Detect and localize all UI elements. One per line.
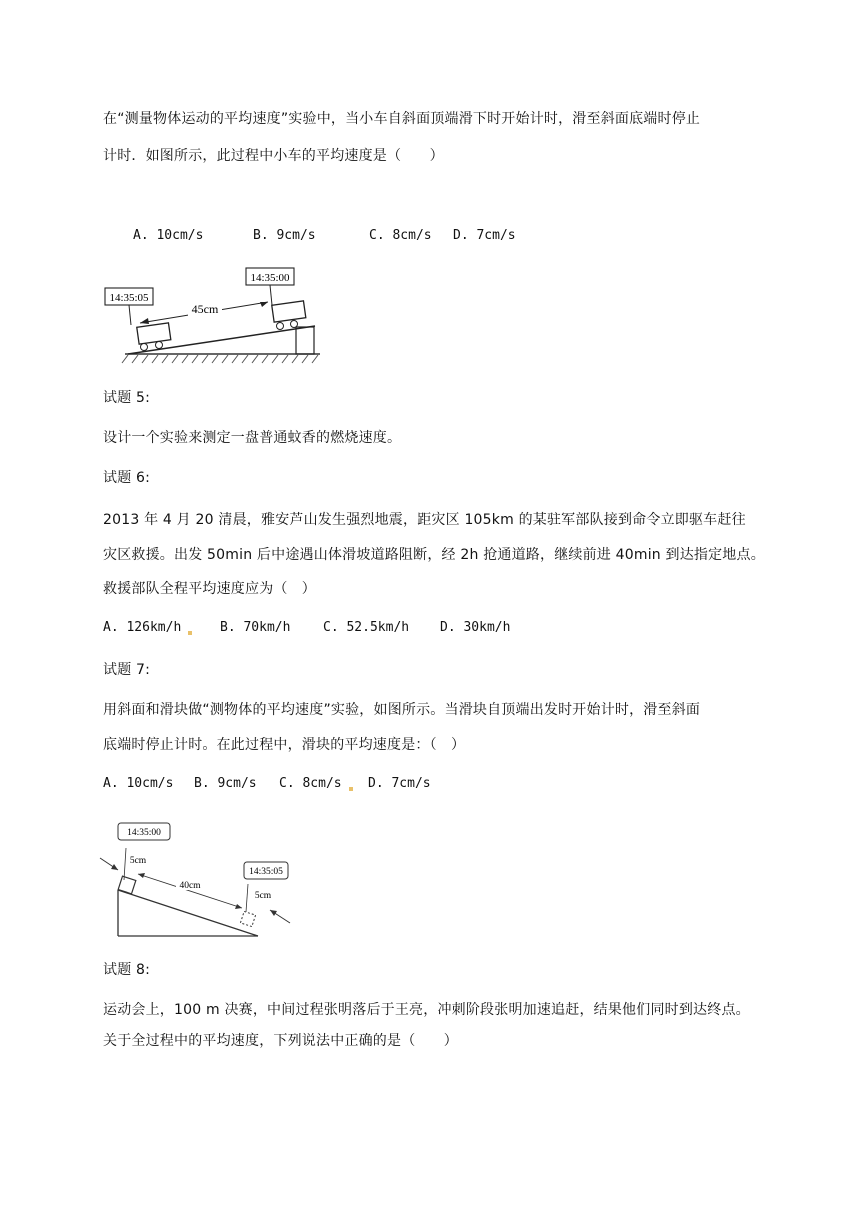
q7-block-length-bottom: 5cm bbox=[254, 891, 272, 901]
q6-heading: 试题 6: bbox=[103, 470, 151, 486]
q8-stem-line2: 关于全过程中的平均速度，下列说法中正确的是（ ） bbox=[103, 1033, 458, 1049]
q7-option-c[interactable]: C. 8cm/s bbox=[279, 776, 342, 791]
q4-stem-line2: 计时．如图所示，此过程中小车的平均速度是（ ） bbox=[103, 148, 444, 164]
q7-stem-line2: 底端时停止计时。在此过程中，滑块的平均速度是：（ ） bbox=[103, 737, 466, 753]
q7-option-a[interactable]: A. 10cm/s bbox=[103, 776, 174, 791]
q7-timer-start: 14:35:00 bbox=[127, 828, 161, 838]
q4-timer-end: 14:35:05 bbox=[109, 292, 149, 304]
q4-distance-label: 45cm bbox=[191, 302, 219, 316]
q4-stem-line1: 在“测量物体运动的平均速度”实验中，当小车自斜面顶端滑下时开始计时，滑至斜面底端时停止 bbox=[103, 111, 701, 127]
q4-option-a[interactable]: A. 10cm/s bbox=[133, 228, 204, 243]
q7-heading: 试题 7: bbox=[103, 662, 151, 678]
q5-stem: 设计一个实验来测定一盘普通蚊香的燃烧速度。 bbox=[103, 430, 402, 446]
cart-top-icon bbox=[272, 301, 306, 330]
cart-bottom-icon bbox=[137, 323, 171, 351]
q7-option-d[interactable]: D. 7cm/s bbox=[368, 776, 431, 791]
q6-stem-line2: 灾区救援。出发 50min 后中途遇山体滑坡道路阻断，经 2h 抢通道路，继续前进 40min 到达指定地点。 bbox=[103, 547, 765, 563]
q4-timer-start: 14:35:00 bbox=[250, 272, 290, 284]
q5-heading: 试题 5: bbox=[103, 390, 151, 406]
decorative-dot bbox=[188, 631, 192, 635]
q4-option-b[interactable]: B. 9cm/s bbox=[253, 228, 316, 243]
q4-figure-incline-cart bbox=[100, 265, 325, 365]
decorative-dot bbox=[349, 787, 353, 791]
q7-stem-line1: 用斜面和滑块做“测物体的平均速度”实验，如图所示。当滑块自顶端出发时开始计时，滑至斜面 bbox=[103, 702, 701, 718]
q6-option-c[interactable]: C. 52.5km/h bbox=[323, 620, 410, 635]
q6-stem-line3: 救援部队全程平均速度应为（ ） bbox=[103, 581, 316, 597]
q8-heading: 试题 8: bbox=[103, 962, 151, 978]
q4-option-d[interactable]: D. 7cm/s bbox=[453, 228, 516, 243]
q4-option-c[interactable]: C. 8cm/s bbox=[369, 228, 432, 243]
q6-option-b[interactable]: B. 70km/h bbox=[220, 620, 291, 635]
q8-stem-line1: 运动会上，100 m 决赛，中间过程张明落后于王亮，冲刺阶段张明加速追赶，结果他们同时到达终点。 bbox=[103, 1002, 750, 1018]
q7-figure-incline-block bbox=[98, 818, 298, 943]
q7-block-length-top: 5cm bbox=[129, 856, 147, 866]
q7-option-b[interactable]: B. 9cm/s bbox=[194, 776, 257, 791]
q6-option-d[interactable]: D. 30km/h bbox=[440, 620, 511, 635]
q6-option-a[interactable]: A. 126km/h bbox=[103, 620, 182, 635]
q7-timer-end: 14:35:05 bbox=[249, 867, 283, 877]
q7-distance-label: 40cm bbox=[179, 881, 201, 891]
q6-stem-line1: 2013 年 4 月 20 清晨，雅安芦山发生强烈地震，距灾区 105km 的某驻军部队接到命令立即驱车赶往 bbox=[103, 512, 746, 528]
